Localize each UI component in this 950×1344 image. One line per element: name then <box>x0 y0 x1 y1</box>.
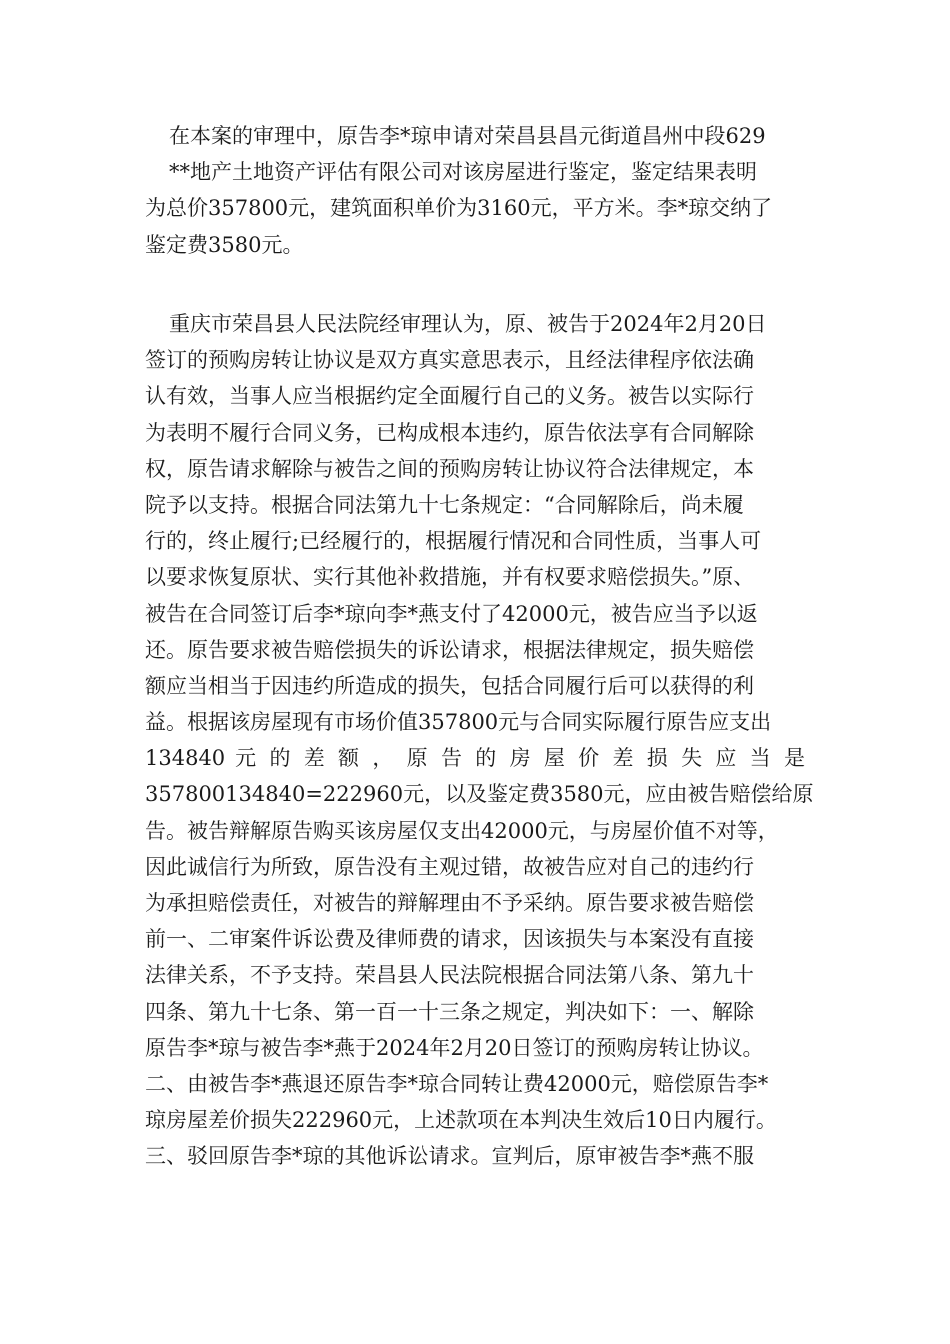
text-line: 行的，终止履行;已经履行的，根据履行情况和合同性质，当事人可 <box>145 529 762 554</box>
text-line: 权，原告请求解除与被告之间的预购房转让协议符合法律规定，本 <box>145 456 754 481</box>
text-line: 法律关系，不予支持。荣昌县人民法院根据合同法第八条、第九十 <box>145 963 754 988</box>
text-line: 认有效，当事人应当根据约定全面履行自己的义务。被告以实际行 <box>145 384 754 409</box>
text-line: 四条、第九十七条、第一百一十三条之规定，判决如下：一、解除 <box>145 999 754 1024</box>
text-line: 还。原告要求被告赔偿损失的诉讼请求，根据法律规定，损失赔偿 <box>145 637 754 662</box>
text-line: 院予以支持。根据合同法第九十七条规定：“合同解除后，尚未履 <box>145 492 744 517</box>
paragraph-court-ruling <box>145 306 814 1175</box>
text-line: 签订的预购房转让协议是双方真实意思表示，且经法律程序依法确 <box>145 348 754 373</box>
text-line: 琼房屋差价损失222960元，上述款项在本判决生效后10日内履行。 <box>145 1108 777 1133</box>
text-line: 为承担赔偿责任，对被告的辩解理由不予采纳。原告要求被告赔偿 <box>145 891 754 915</box>
text-line: 额应当相当于因违约所造成的损失，包括合同履行后可以获得的利 <box>145 673 754 698</box>
text-line: 三、驳回原告李*琼的其他诉讼请求。宣判后，原审被告李*燕不服 <box>145 1144 754 1169</box>
text-line: 二、由被告李*燕退还原告李*琼合同转让费42000元，赔偿原告李* <box>145 1071 769 1096</box>
text-line: 被告在合同签订后李*琼向李*燕支付了42000元，被告应当予以返 <box>145 601 758 626</box>
text-line: 鉴定费3580元。 <box>145 232 304 257</box>
text-line: 重庆市荣昌县人民法院经审理认为，原、被告于2024年2月20日 <box>169 312 767 336</box>
text-line: 告。被告辩解原告购买该房屋仅支出42000元，与房屋价值不对等， <box>145 818 779 843</box>
text-line: 前一、二审案件诉讼费及律师费的请求，因该损失与本案没有直接 <box>145 927 754 952</box>
text-line: 为总价357800元，建筑面积单价为3160元，平方米。李*琼交纳了 <box>145 196 773 221</box>
paragraph-appraisal <box>145 118 805 263</box>
text-line: 在本案的审理中，原告李*琼申请对荣昌县昌元街道昌州中段629 <box>169 124 766 148</box>
text-line: 为表明不履行合同义务，已构成根本违约，原告依法享有合同解除 <box>145 420 754 445</box>
text-line: 357800134840=222960元，以及鉴定费3580元，应由被告赔偿给原 <box>145 782 814 807</box>
text-line: 原告李*琼与被告李*燕于2024年2月20日签订的预购房转让协议。 <box>145 1035 764 1060</box>
text-line: 134840 元 的 差 额 ， 原 告 的 房 屋 价 差 损 失 应 当 是 <box>145 746 805 771</box>
text-line: **地产土地资产评估有限公司对该房屋进行鉴定，鉴定结果表明 <box>169 160 757 185</box>
text-line: 以要求恢复原状、实行其他补救措施，并有权要求赔偿损失。”原、 <box>145 565 755 590</box>
text-line: 益。根据该房屋现有市场价值357800元与合同实际履行原告应支出 <box>145 710 772 735</box>
text-line: 因此诚信行为所致，原告没有主观过错，故被告应对自己的违约行 <box>145 854 754 879</box>
